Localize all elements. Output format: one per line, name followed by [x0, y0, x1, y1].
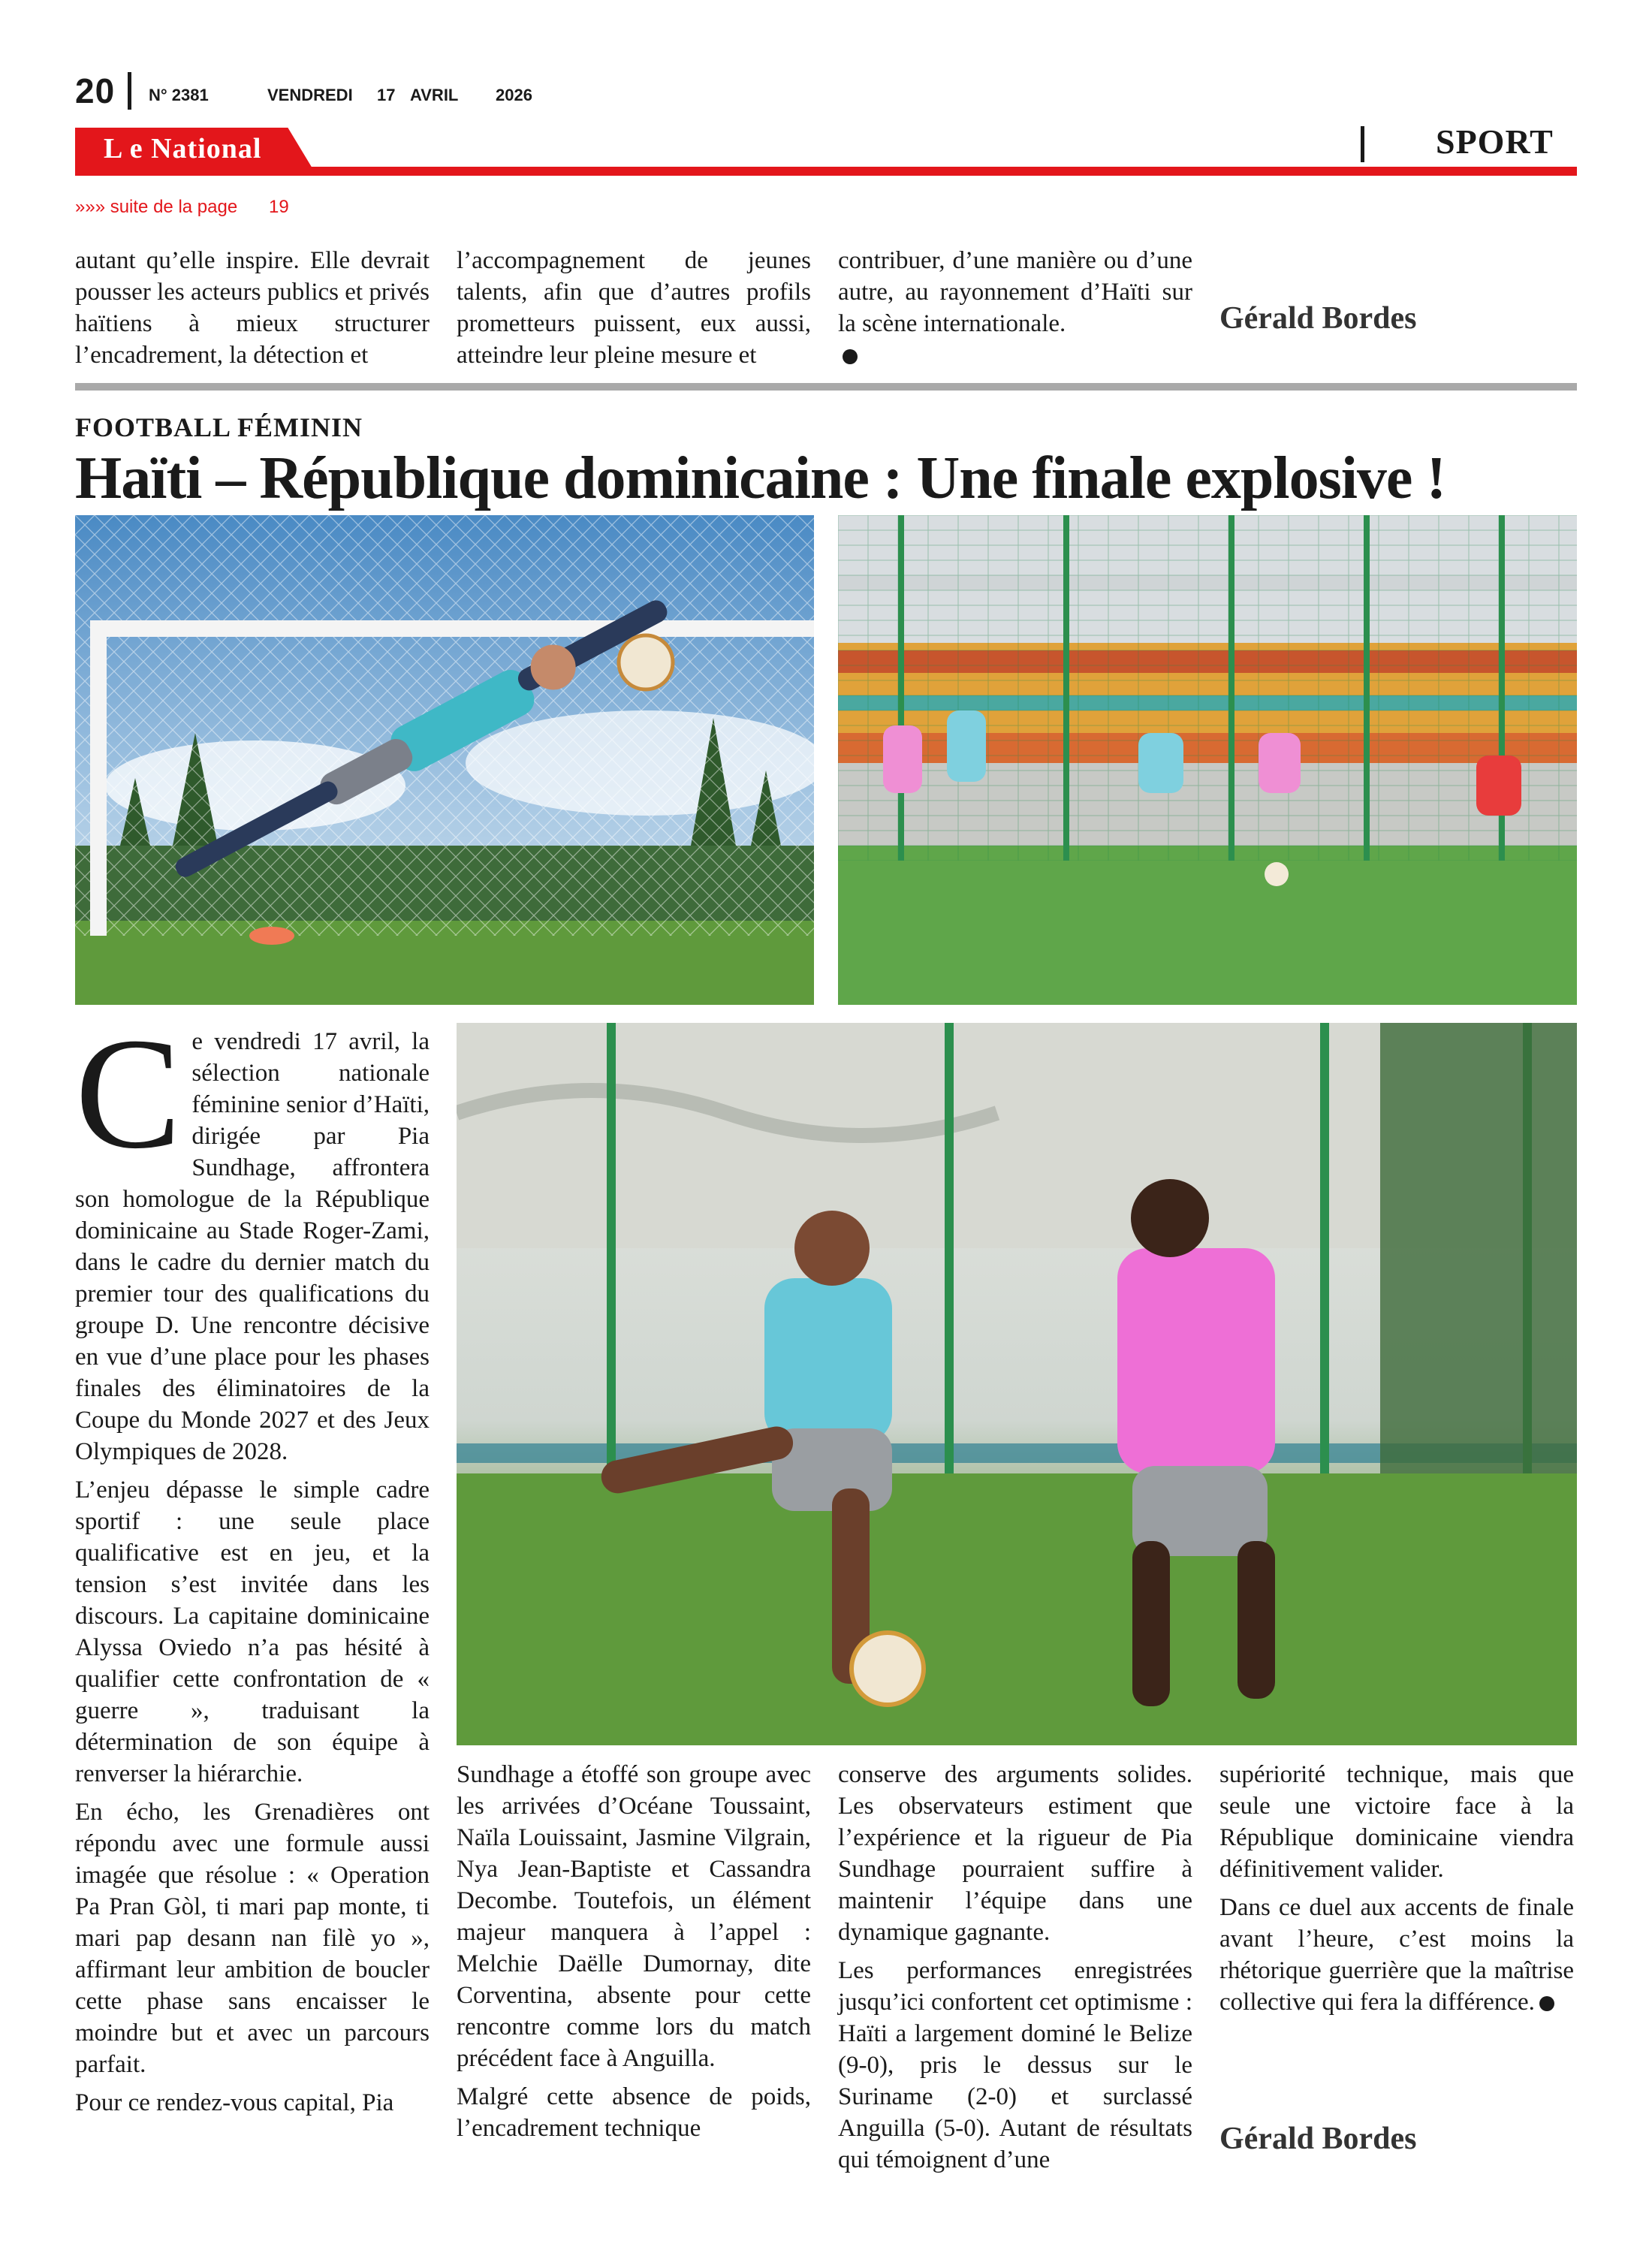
article-col-4 [1219, 1759, 1574, 2025]
prev-article-col-2 [457, 245, 811, 378]
date-day-number: 17 [377, 86, 396, 104]
prev-article-col-3 [838, 245, 1192, 378]
date-year: 2026 [496, 86, 532, 104]
paragraph: conserve des arguments solides. Les observateurs estiment que l’expérience et la rigueur de Pia Sundhage pourraient suffire à maintenir l’équipe dans une dynamique gagnante. [838, 1761, 1192, 1946]
end-mark-icon [843, 349, 858, 364]
paragraph: L’enjeu dépasse le simple cadre sportif : une seule place qualificative est en jeu, et la tension s’est invitée dans les discours. La capitaine dominicaine Alyssa Oviedo n’a pas hésité à qualifier cette confrontation de « guerre », traduisant la détermination de son équipe à renverser la hiérarchie. [75, 1476, 430, 1787]
photo-goalkeeper-dive [75, 515, 814, 1005]
article-author: Gérald Bordes [1219, 2122, 1417, 2156]
paragraph: supériorité technique, mais que seule une victoire face à la République dominicaine viendra définitivement valider. [1219, 1761, 1574, 1883]
brand-logo: L e National [104, 133, 262, 164]
article-col-1 [75, 1005, 430, 2125]
continued-from-page: 19 [269, 197, 289, 217]
article-divider [75, 383, 1577, 391]
date-weekday: VENDREDI [267, 86, 353, 104]
photo-player-kicking [457, 1023, 1577, 1745]
paragraph-text: Dans ce duel aux accents de finale avant l’heure, c’est moins la rhétorique guerrière que la maîtrise collective qui fera la différence. [1219, 1894, 1574, 2016]
photo-training-group [838, 515, 1577, 1005]
drop-cap: C [75, 1005, 182, 1181]
paragraph [838, 245, 1192, 371]
paragraph-text: contribuer, d’une manière ou d’une autre, au rayonnement d’Haïti sur la scène internationale. [838, 247, 1192, 337]
paragraph-text: e vendredi 17 avril, la sélection nationale féminine senior d’Haïti, dirigée par Pia Sundhage, affrontera son homologue de la République dominicaine au Stade Roger-Zami, dans le cadre du dernier match du premier tour des qualifications du groupe D. Une rencontre décisive en vue d’une place pour les phases finales des éliminatoires de la Coupe du Monde 2027 et des Jeux Olympiques de 2028. [75, 1028, 430, 1465]
end-mark-icon [1539, 1996, 1554, 2011]
paragraph: En écho, les Grenadières ont répondu avec une formule aussi imagée que résolue : « Operation Pa Pran Gòl, ti mari pap monte, ti mari pap desann nan filè yo », affirmant leur ambition de boucler cette phase sans encaisser le moindre but et avec un parcours parfait. [75, 1799, 430, 2078]
paragraph [75, 1005, 430, 1467]
paragraph: Pour ce rendez-vous capital, Pia [75, 2089, 394, 2116]
article-col-2 [457, 1759, 811, 2151]
paragraph: autant qu’elle inspire. Elle devrait pousser les acteurs publics et privés haïtiens à mieux structurer l’encadrement, la détection et [75, 247, 430, 369]
article-headline: Haïti – République dominicaine : Une finale explosive ! [75, 445, 1446, 511]
date-month: AVRIL [410, 86, 459, 104]
header-separator [128, 72, 131, 110]
paragraph: Malgré cette absence de poids, l’encadrement technique [457, 2083, 811, 2142]
issue-number: N° 2381 [149, 86, 209, 104]
section-separator [1361, 126, 1364, 162]
paragraph: Sundhage a étoffé son groupe avec les arrivées d’Océane Toussaint, Naïla Louissaint, Jasmine Vilgrain, Nya Jean-Baptiste et Cassandra Decombe. Toutefois, un élément majeur manquera à l’appel : Melchie Daëlle Dumornay, dite Corventina, absente pour cette rencontre comme lors du match précédent face à Anguilla. [457, 1761, 811, 2072]
article-col-3 [838, 1759, 1192, 2182]
prev-article-author: Gérald Bordes [1219, 301, 1417, 336]
prev-article-col-1 [75, 245, 430, 378]
section-title: SPORT [1436, 122, 1554, 161]
paragraph: Les performances enregistrées jusqu’ici confortent cet optimisme : Haïti a largement dominé le Belize (9-0), pris le dessus sur le Suriname (2-0) et surclassé Anguilla (5-0). Autant de résultats qui témoignent d’une [838, 1957, 1192, 2173]
paragraph [1219, 1892, 1574, 2018]
paragraph: l’accompagnement de jeunes talents, afin que d’autres profils prometteurs puissent, eux aussi, atteindre leur pleine mesure et [457, 247, 811, 369]
article-kicker: FOOTBALL FÉMININ [75, 412, 363, 442]
continued-from-label: »»» suite de la page [75, 197, 238, 217]
page-number: 20 [75, 71, 116, 110]
